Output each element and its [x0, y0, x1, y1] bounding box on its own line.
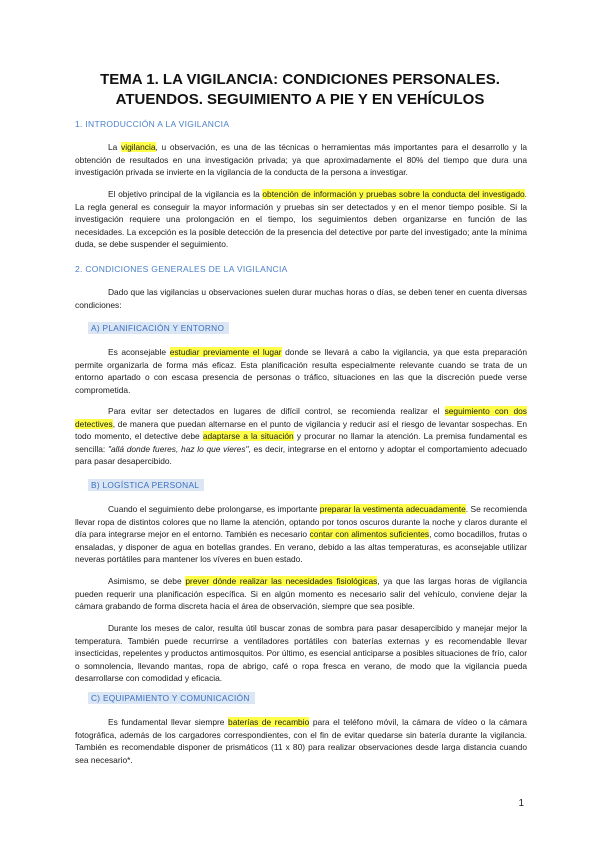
title-line-2: ATUENDOS. SEGUIMIENTO A PIE Y EN VEHÍCULOS — [115, 91, 485, 108]
text-run: para el teléfono móvil, la cámara de vídeo o la cámara fotográfica, además de los cargadores correspondientes, con el fin de evitar quedarse sin batería durante la vigilancia. También es recomendable disponer de prismáticos (11 x 80) para realizar observaciones desde larga distancia cuando sea necesario*. — [75, 717, 527, 765]
highlight-necesidades: prever dónde realizar las necesidades fisiológicas — [185, 576, 378, 586]
paragraph-intro-2 — [75, 188, 527, 251]
text-run: . La regla general es conseguir la mayor información y pruebas sin ser detectados y en el menor tiempo posible. Si la investigación requiere una prolongación en el tiempo, los seguimientos deben organizarse en función de las necesidades. La excepción es la posible detección de la presencia del detective por parte del investigado; ante la mínima duda, se debe suspender el seguimiento. — [75, 189, 527, 249]
text-run: donde se llevará a cabo la vigilancia, ya que esta preparación permite organizarla de forma más eficaz. Esta planificación resulta especialmente relevante cuando se trata de un entorno apartado o con escasa presencia de personas o tráfico, situaciones en las que la discreción puede verse comprometida. — [75, 347, 527, 395]
highlight-alimentos: contar con alimentos suficientes — [309, 529, 430, 539]
text-run: Asimismo, se debe — [108, 576, 186, 586]
paragraph-logistica-2 — [75, 575, 527, 613]
section-heading-conditions: 2. CONDICIONES GENERALES DE LA VIGILANCIA — [75, 264, 288, 274]
highlight-baterias: baterías de recambio — [228, 717, 310, 727]
paragraph-logistica-3 — [75, 622, 527, 685]
paragraph-intro-1 — [75, 141, 527, 179]
highlight-vigilancia: vigilancia — [121, 142, 156, 152]
subsection-heading-logistica: B) LOGÍSTICA PERSONAL — [88, 479, 204, 491]
subsection-heading-planificacion: A) PLANIFICACIÓN Y ENTORNO — [88, 322, 229, 334]
text-run: Cuando el seguimiento debe prolongarse, es importante — [108, 504, 320, 514]
section-heading-introduction: 1. INTRODUCCIÓN A LA VIGILANCIA — [75, 119, 230, 129]
paragraph-planificacion-2 — [75, 405, 527, 468]
text-run: Es aconsejable — [108, 347, 170, 357]
page-number: 1 — [518, 798, 524, 809]
italic-quote: "allá donde fueres, haz lo que vieres" — [107, 443, 249, 454]
paragraph-equipamiento-1 — [75, 716, 527, 766]
paragraph-logistica-1 — [75, 503, 527, 566]
text-run: Para evitar ser detectados en lugares de difícil control, se recomienda realizar el — [108, 406, 445, 416]
highlight-adaptarse: adaptarse a la situación — [202, 431, 294, 441]
text-run: , u observación, es una de las técnicas o herramientas más importantes para el desarrollo y la obtención de resultados en una investigación privada; ya que aproximadamente el 80% del tiempo que dura una investigación privada se invierte en la vigilancia de la conducta de la persona a investigar. — [75, 142, 527, 177]
title-line-1: TEMA 1. LA VIGILANCIA: CONDICIONES PERSONALES. — [100, 71, 500, 88]
text-run: , de manera que puedan alternarse en el punto de vigilancia y reducir así el riesgo de levantar sospechas. En todo momento, el detective debe — [75, 418, 527, 441]
text-run: El objetivo principal de la vigilancia es la — [108, 189, 263, 199]
text-run: Dado que las vigilancias u observaciones suelen durar muchas horas o días, se deben tener en cuenta diversas condiciones: — [75, 287, 527, 310]
text-run: , como bocadillos, frutas o ensaladas, y disponer de agua en botellas grandes. En verano, debido a las altas temperaturas, es aconsejable utilizar neveras portátiles para mantener los víveres en buen estado. — [75, 529, 527, 564]
text-run: Es fundamental llevar siempre — [108, 717, 229, 727]
highlight-dos-detectives: seguimiento con dos detectives — [75, 406, 527, 429]
highlight-estudiar-lugar: estudiar previamente el lugar — [169, 347, 282, 357]
text-run: , ya que las largas horas de vigilancia pueden requerir una planificación específica. Si en algún momento es necesario salir del vehículo, conviene dejar la cámara grabando de forma discreta hacia el área de observación, siempre que sea posible. — [75, 576, 528, 611]
highlight-obtencion: obtención de información y pruebas sobre la conducta del investigado — [262, 189, 525, 199]
text-run: y procurar no llamar la atención. La premisa fundamental es sencilla: — [75, 431, 528, 454]
subsection-heading-equipamiento: C) EQUIPAMIENTO Y COMUNICACIÓN — [88, 692, 255, 704]
text-run: . Se recomienda llevar ropa de distintos colores que no llame la atención, optando por tonos oscuros durante la noche y claros durante el día para integrarse mejor en el entorno. También es necesario — [75, 504, 527, 539]
highlight-vestimenta: preparar la vestimenta adecuadamente — [319, 504, 466, 514]
document-title — [40, 70, 560, 110]
paragraph-planificacion-1 — [75, 346, 527, 396]
text-run: La — [108, 142, 122, 152]
text-run: Durante los meses de calor, resulta útil buscar zonas de sombra para pasar desapercibido y manejar mejor la temperatura. También puede recurrirse a ventiladores portátiles con baterías externas y es recomendable llevar insecticidas, repelentes y productos antimosquitos. Por último, es esencial anticiparse a posibles situaciones de frío, calor o somnolencia, llevando mantas, ropa de abrigo, café o ropa fresca en verano, de modo que la vigilancia pueda desarrollarse con comodidad y eficacia. — [75, 623, 527, 683]
paragraph-conditions-intro — [75, 286, 527, 311]
text-run: , es decir, integrarse en el entorno y adoptar el comportamiento adecuado para pasar desapercibido. — [75, 443, 528, 466]
